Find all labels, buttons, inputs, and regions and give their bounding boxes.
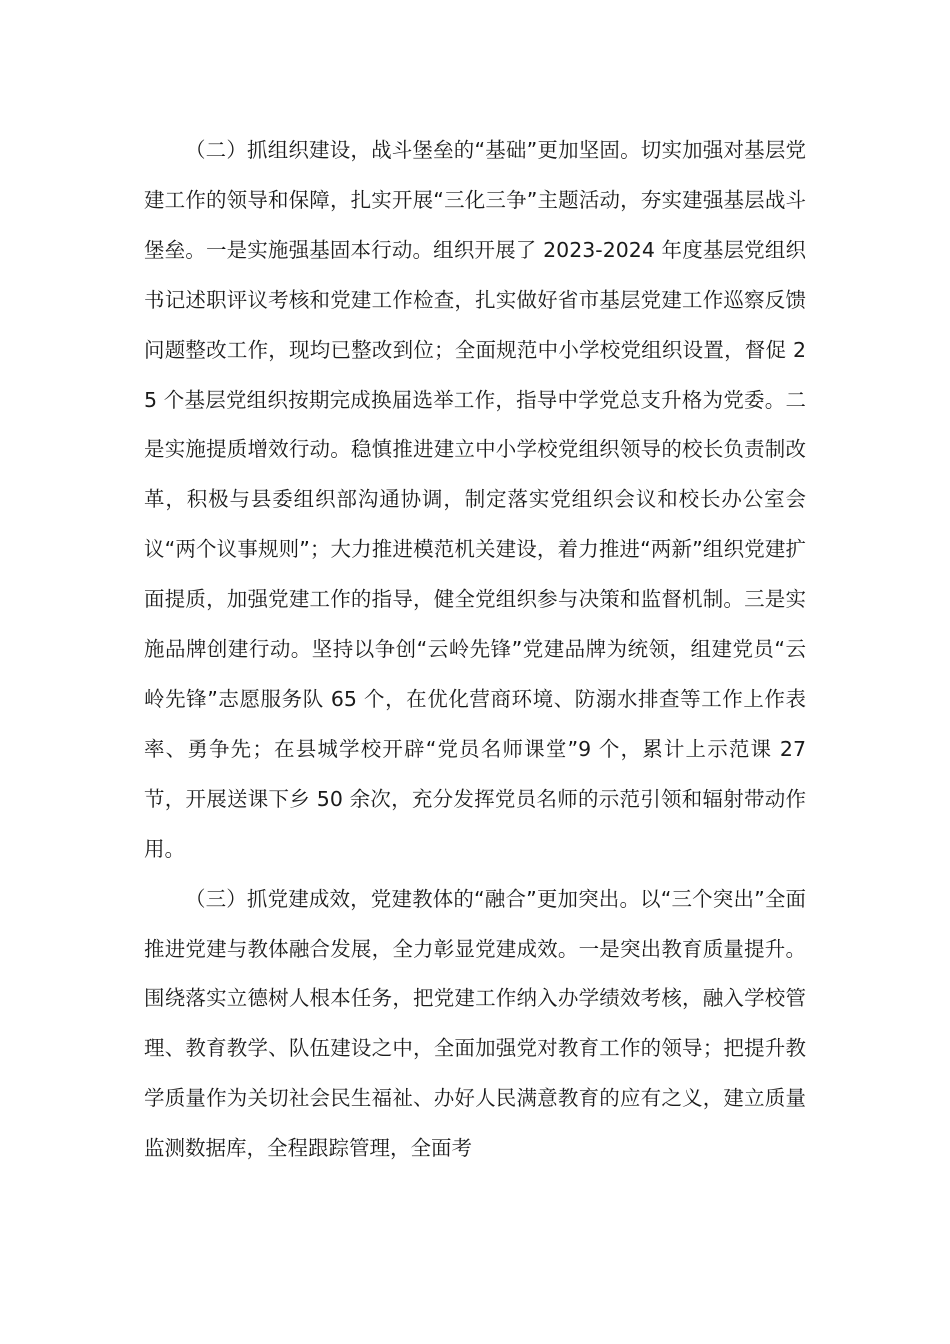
paragraph-organization-building: （二）抓组织建设，战斗堡垒的“基础”更加坚固。切实加强对基层党建工作的领导和保障，扎实开展“三化三争”主题活动，夯实建强基层战斗堡垒。一是实施强基固本行动。组织开展了 2023-2024 年度基层党组织书记述职评议考核和党建工作检查，扎实做好省市基层党建工作巡察反馈问题整改工作，现均已整改到位；全面规范中小学校党组织设置，督促 25 个基层党组织按期完成换届选举工作，指导中学党总支升格为党委。二是实施提质增效行动。稳慎推进建立中小学校党组织领导的校长负责制改革，积极与县委组织部沟通协调，制定落实党组织会议和校长办公室会议“两个议事规则”；大力推进模范机关建设，着力推进“两新”组织党建扩面提质，加强党建工作的指导，健全党组织参与决策和监督机制。三是实施品牌创建行动。坚持以争创“云岭先锋”党建品牌为统领，组建党员“云岭先锋”志愿服务队 65 个，在优化营商环境、防溺水排查等工作上作表率、勇争先；在县城学校开辟“党员名师课堂”9 个，累计上示范课 27 节，开展送课下乡 50 余次，充分发挥党员名师的示范引领和辐射带动作用。 (144, 138, 806, 861)
paragraph-party-building-results: （三）抓党建成效，党建教体的“融合”更加突出。以“三个突出”全面推进党建与教体融合发展，全力彰显党建成效。一是突出教育质量提升。围绕落实立德树人根本任务，把党建工作纳入办学绩效考核，融入学校管理、教育教学、队伍建设之中，全面加强党对教育工作的领导；把提升教学质量作为关切社会民生福祉、办好人民满意教育的应有之义，建立质量监测数据库，全程跟踪管理，全面考 (144, 886, 806, 1161)
document-body (144, 126, 806, 1174)
